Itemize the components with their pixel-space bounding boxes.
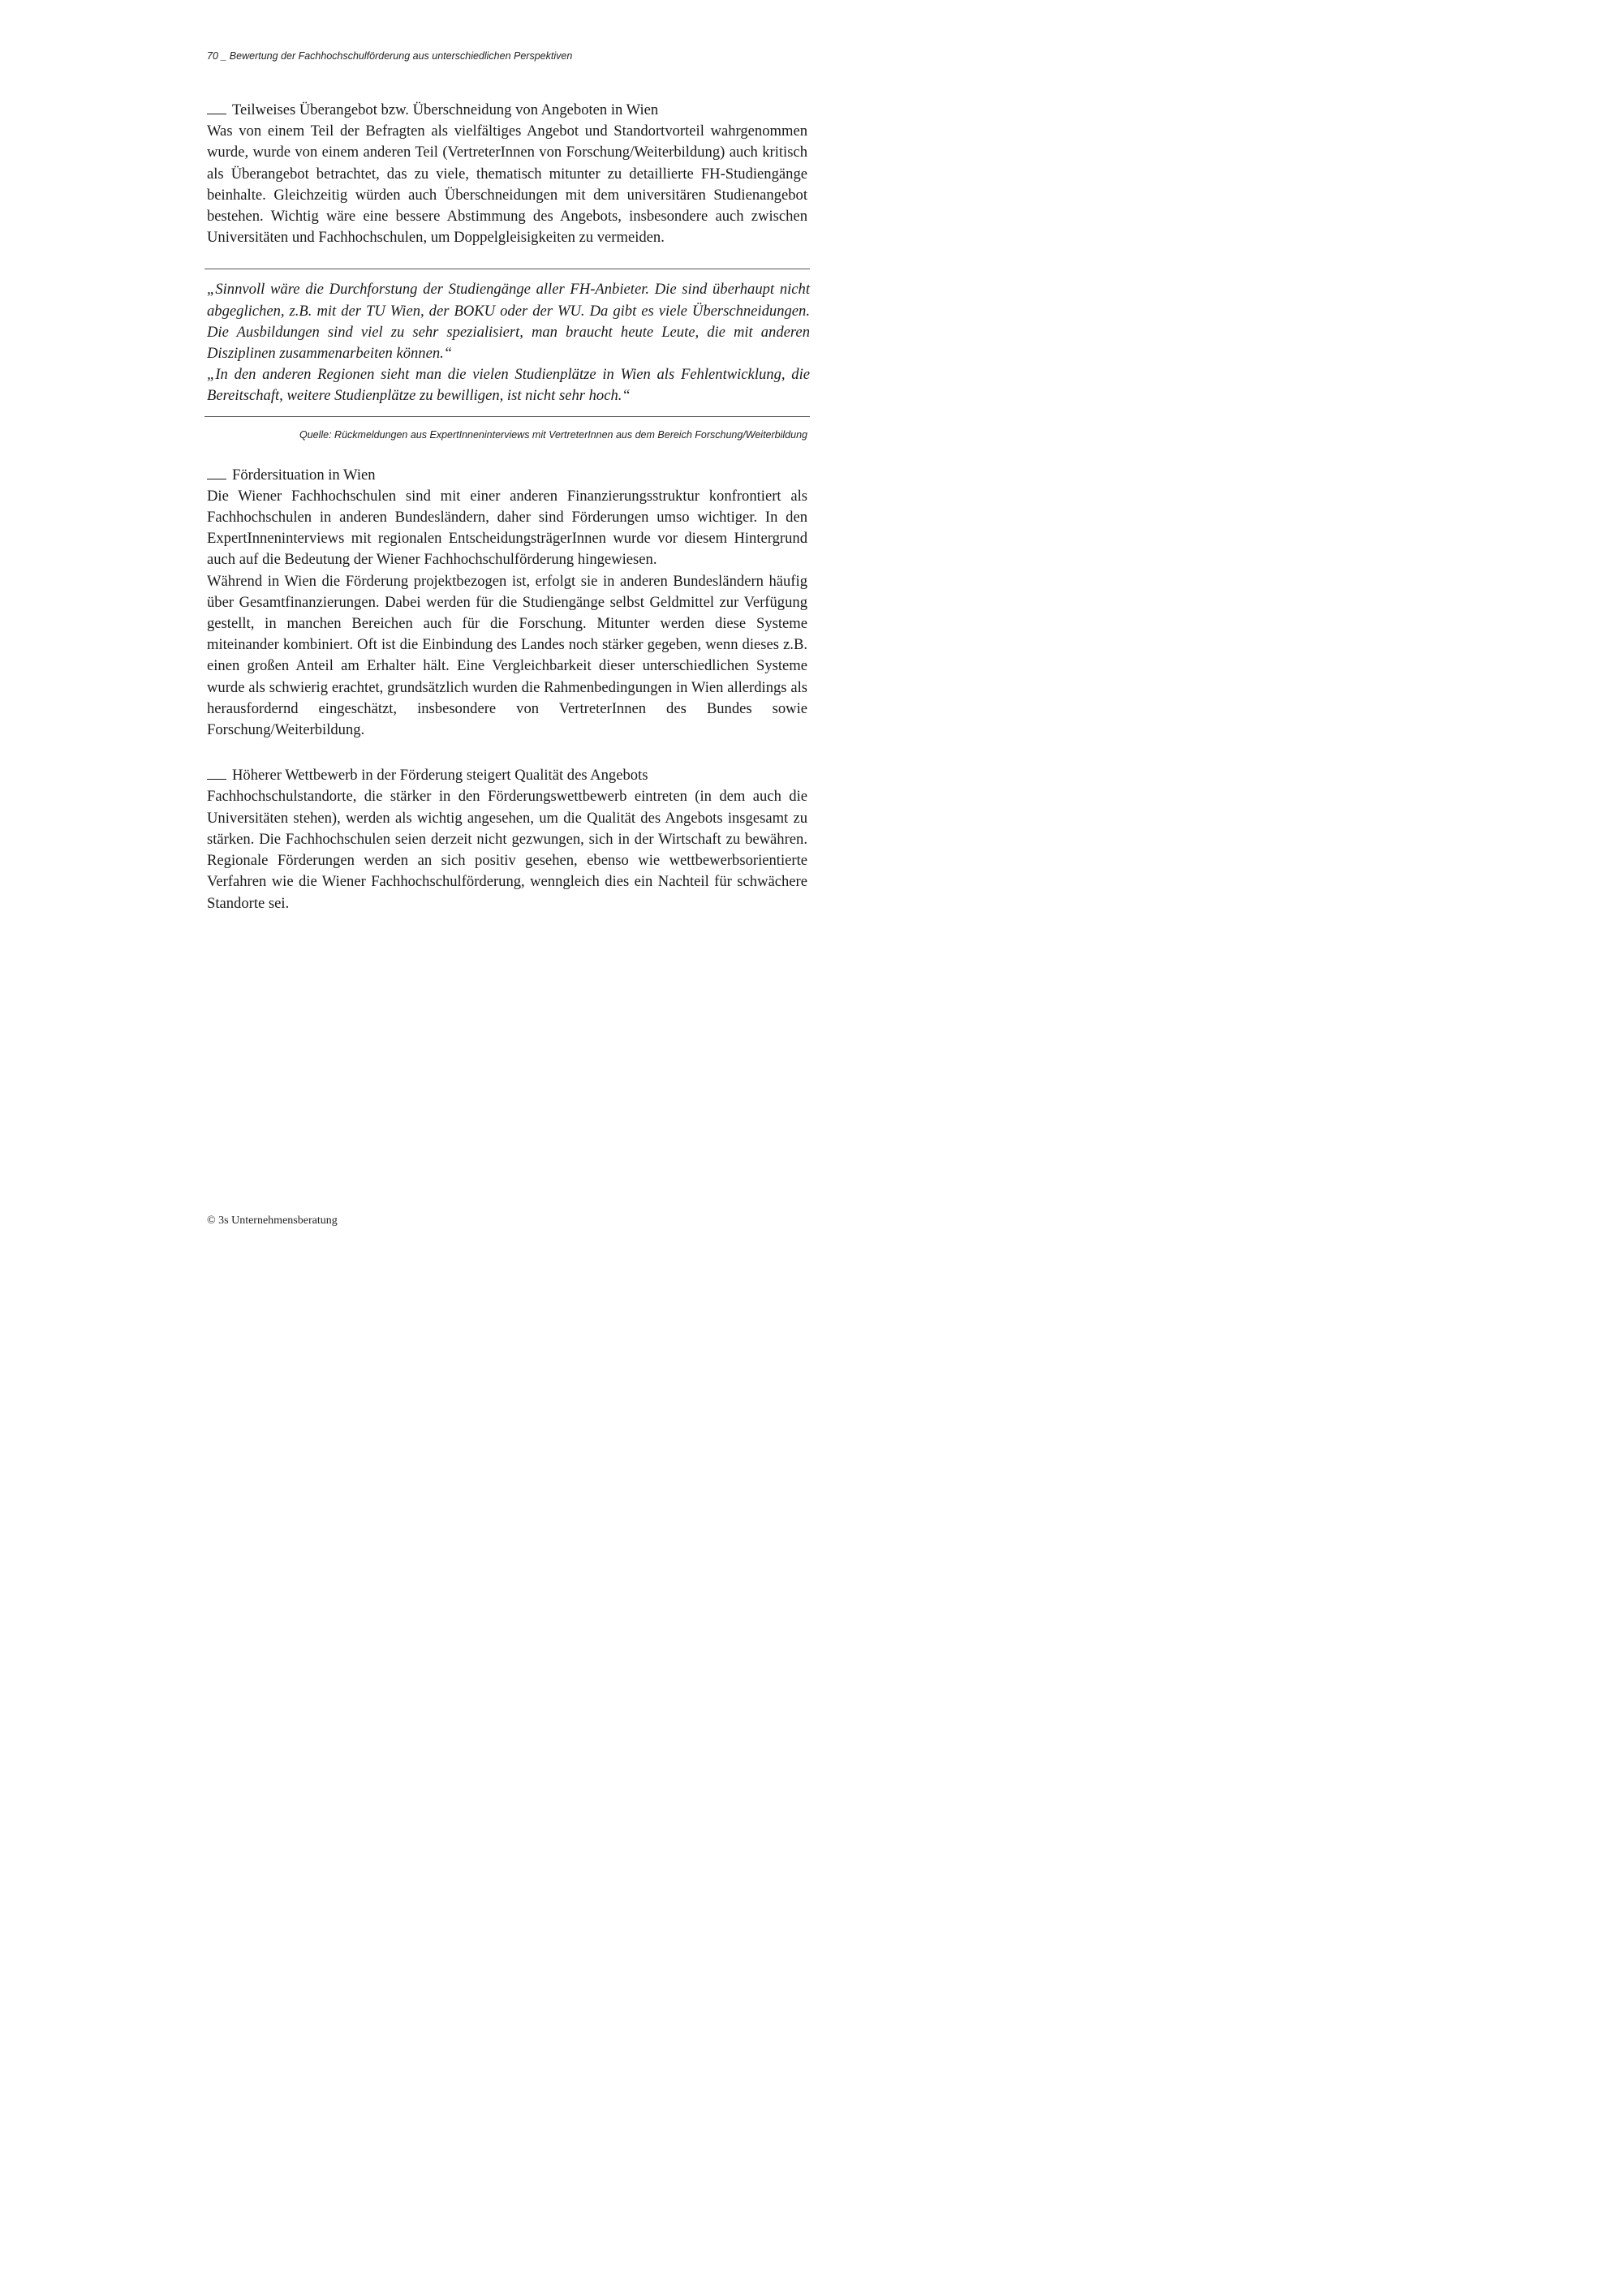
section-title	[207, 465, 807, 486]
section-title-text: Höherer Wettbewerb in der Förderung steigert Qualität des Angebots	[232, 767, 648, 785]
running-header: 70 _ Bewertung der Fachhochschulförderung aus unterschiedlichen Perspektiven	[207, 50, 573, 62]
section-title	[207, 765, 807, 786]
section-paragraph: Während in Wien die Förderung projektbezogen ist, erfolgt sie in anderen Bundesländern häufig über Gesamtfinanzierungen. Dabei werden für die Studiengänge selbst Geldmittel zur Verfügung gestellt, in manchen Bereichen auch für die Forschung. Mitunter werden diese Systeme miteinander kombiniert. Oft ist die Einbindung des Landes noch stärker gegeben, wenn dieses z.B. einen großen Anteil am Erhalter hält. Eine Vergleichbarkeit dieser unterschiedlichen Systeme wurde als schwierig erachtet, grundsätzlich wurden die Rahmenbedingungen in Wien allerdings als herausfordernd eingeschätzt, insbesondere von VertreterInnen des Bundes sowie Forschung/Weiterbildung.	[207, 572, 807, 739]
quote-1: „Sinnvoll wäre die Durchforstung der Studiengänge aller FH-Anbieter. Die sind überhaupt nicht abgeglichen, z.B. mit der TU Wien, der BOKU oder der WU. Da gibt es viele Überschneidungen. Die Ausbildungen sind viel zu sehr spezialisiert, man braucht heute Leute, die mit anderen Disziplinen zusammenarbeiten können.“	[207, 281, 810, 363]
section-title	[207, 100, 807, 121]
section-foerdersituation	[207, 465, 807, 742]
page-content	[207, 100, 810, 914]
section-ueberangebot	[207, 100, 807, 248]
section-body: Was von einem Teil der Befragten als vielfältiges Angebot und Standortvorteil wahrgenommen wurde, wurde von einem anderen Teil (VertreterInnen von Forschung/Weiterbildung) auch kritisch als Überangebot betrachtet, das zu viele, thematisch mitunter zu detaillierte FH-Studiengänge beinhalte. Gleichzeitig würden auch Überschneidungen mit dem universitären Studienangebot bestehen. Wichtig wäre eine bessere Abstimmung des Angebots, insbesondere auch zwischen Universitäten und Fachhochschulen, um Doppelgleisigkeiten zu vermeiden.	[207, 123, 807, 247]
footer-copyright: © 3s Unternehmensberatung	[207, 1215, 338, 1227]
quote-box	[204, 269, 810, 416]
dash-marker	[207, 113, 226, 114]
section-title-text: Teilweises Überangebot bzw. Überschneidung von Angeboten in Wien	[232, 101, 659, 118]
section-paragraph: Die Wiener Fachhochschulen sind mit einer anderen Finanzierungsstruktur konfrontiert als Fachhochschulen in anderen Bundesländern, daher sind Förderungen umso wichtiger. In den ExpertInneninterviews mit regionalen EntscheidungsträgerInnen wurde vor diesem Hintergrund auch auf die Bedeutung der Wiener Fachhochschulförderung hingewiesen.	[207, 487, 807, 569]
dash-marker	[207, 478, 226, 479]
quote-source: Quelle: Rückmeldungen aus ExpertInneninterviews mit VertreterInnen aus dem Bereich Forschung/Weiterbildung	[299, 428, 807, 441]
quote-2: „In den anderen Regionen sieht man die vielen Studienplätze in Wien als Fehlentwicklung, die Bereitschaft, weitere Studienplätze zu bewilligen, ist nicht sehr hoch.“	[207, 366, 810, 405]
dash-marker	[207, 778, 226, 780]
section-body: Fachhochschulstandorte, die stärker in den Förderungswettbewerb eintreten (in dem auch die Universitäten stehen), werden als wichtig angesehen, um die Qualität des Angebots insgesamt zu stärken. Die Fachhochschulen seien derzeit nicht gezwungen, sich in der Wirtschaft zu bewähren. Regionale Förderungen werden an sich positiv gesehen, ebenso wie wettbewerbsorientierte Verfahren wie die Wiener Fachhochschulförderung, wenngleich dies ein Nachteil für schwächere Standorte sei.	[207, 788, 807, 912]
section-title-text: Fördersituation in Wien	[232, 466, 376, 484]
section-wettbewerb	[207, 765, 807, 914]
